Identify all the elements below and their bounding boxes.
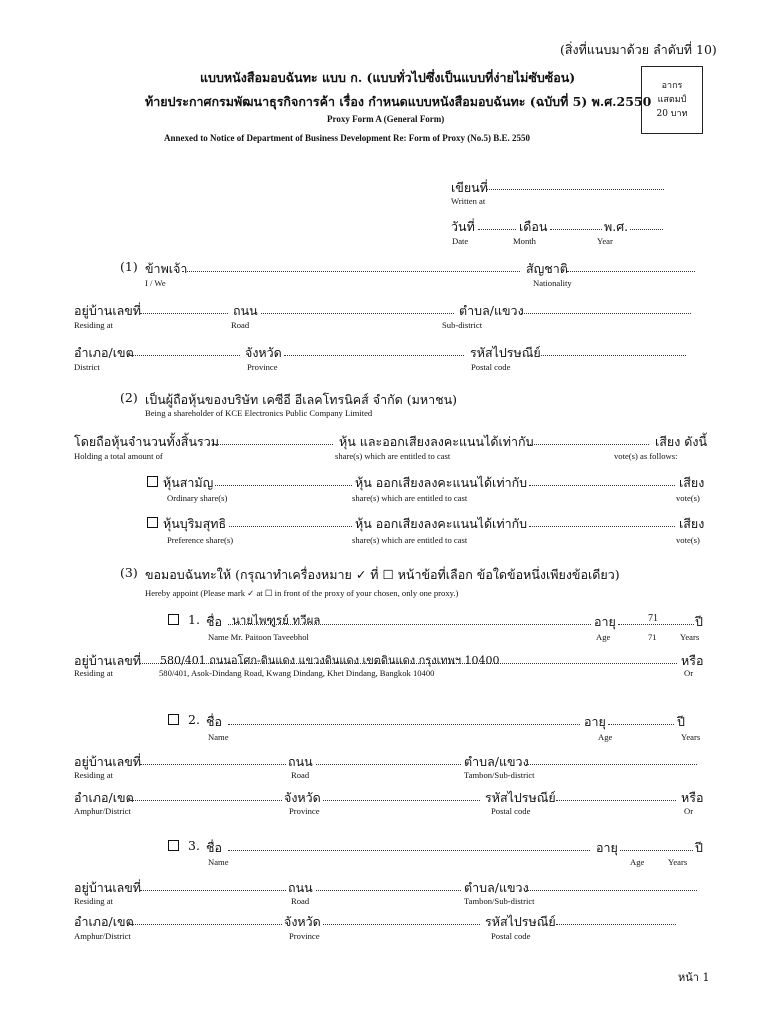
title-thai-annex: ท้ายประกาศกรมพัฒนาธุรกิจการค้า เรื่อง กำหนดแบบหนังสือมอบฉันทะ (ฉบับที่ 5) พ.ศ.2550 [145, 94, 652, 109]
proxy-2-district-field[interactable] [130, 800, 282, 801]
total-shares-unit: หุ้น และออกเสียงลงคะแนนได้เท่ากับ [339, 434, 534, 449]
proxy-3-postal-label-en: Postal code [491, 931, 531, 941]
i-we-label: ข้าพเจ้า [145, 261, 188, 276]
proxy-2-age-field[interactable] [608, 724, 674, 725]
postal-code-field[interactable] [541, 355, 686, 356]
shareholder-of-label: เป็นผู้ถือหุ้นของบริษัท เคซีอี อีเลคโทรนิคส์ จำกัด (มหาชน) [145, 392, 458, 407]
written-at-label: เขียนที่ [451, 180, 488, 195]
proxy-3-index: 3. [188, 838, 200, 853]
proxy-3-age-label-en: Age [630, 857, 645, 867]
page-number: หน้า 1 [678, 971, 710, 984]
proxy-2-or-label: หรือ [681, 790, 704, 805]
total-votes-field[interactable] [527, 444, 649, 445]
proxy-3-district-label: อำเภอ/เขต [74, 914, 134, 929]
proxy-3-name-field[interactable] [228, 850, 590, 851]
proxy-1-house-label: อยู่บ้านเลขที่ [74, 653, 142, 668]
proxy-3-subdistrict-label: ตำบล/แขวง [464, 880, 529, 895]
enclosure-note: (สิ่งที่แนบมาด้วย ลำดับที่ 10) [560, 42, 717, 57]
stamp-line-2: แสตมป์ [657, 95, 687, 105]
district-label-en: District [74, 362, 100, 372]
proxy-1-years-label-en: Years [680, 632, 700, 642]
proxy-2-road-label: ถนน [288, 754, 313, 769]
proxy-1-years-label: ปี [695, 614, 703, 629]
proxy-3-postal-field[interactable] [556, 924, 676, 925]
subdistrict-label-en: Sub-district [442, 320, 483, 330]
proxy-3-name-label-en: Name [208, 857, 229, 867]
proxy-2-subdistrict-field[interactable] [526, 764, 697, 765]
date-month-field[interactable] [550, 229, 602, 230]
proxy-2-province-label: จังหวัด [284, 790, 321, 805]
appoint-instruction-en: Hereby appoint (Please mark ✓ at ☐ in front of the proxy of your chosen, only one proxy.) [145, 588, 459, 598]
preference-shares-label: หุ้นบุริมสุทธิ [163, 516, 227, 531]
proxy-1-index: 1. [188, 612, 200, 627]
proxy-3-road-label: ถนน [288, 880, 313, 895]
proxy-1-address-en: 580/401, Asok-Dindang Road, Kwang Dindang, Khet Dindang, Bangkok 10400 [159, 668, 435, 678]
proxy-1-age-en: 71 [648, 632, 657, 642]
proxy-2-name-label-en: Name [208, 732, 229, 742]
district-label: อำเภอ/เขต [74, 345, 134, 360]
proxy-3-age-field[interactable] [620, 850, 693, 851]
proxy-2-house-label-en: Residing at [74, 770, 113, 780]
ordinary-shares-checkbox[interactable] [147, 476, 158, 487]
preference-shares-field[interactable] [229, 526, 352, 527]
written-at-label-en: Written at [451, 196, 486, 206]
title-thai: แบบหนังสือมอบฉันทะ แบบ ก. (แบบทั่วไปซึ่งเป็นแบบที่ง่ายไม่ซับซ้อน) [200, 70, 576, 85]
proxy-2-province-field[interactable] [323, 800, 480, 801]
road-label-en: Road [231, 320, 250, 330]
proxy-3-checkbox[interactable] [168, 840, 179, 851]
preference-votes-unit: เสียง [679, 516, 705, 531]
section-2-number: (2) [120, 390, 138, 405]
province-label-en: Province [247, 362, 278, 372]
title-english-annex: Annexed to Notice of Department of Business Development Re: Form of Proxy (No.5) B.E. 2550 [164, 133, 531, 143]
proxy-2-province-label-en: Province [289, 806, 320, 816]
proxy-2-years-label-en: Years [681, 732, 701, 742]
proxy-2-age-label-en: Age [598, 732, 613, 742]
section-3-number: (3) [120, 565, 138, 580]
total-votes-unit-en: vote(s) as follows: [614, 451, 678, 461]
total-shares-field[interactable] [215, 444, 333, 445]
proxy-2-postal-label: รหัสไปรษณีย์ [485, 790, 556, 805]
proxy-1-age-label-en: Age [596, 632, 611, 642]
proxy-3-road-field[interactable] [316, 890, 461, 891]
proxy-3-house-label: อยู่บ้านเลขที่ [74, 880, 142, 895]
stamp-line-3: 20 บาท [656, 109, 688, 119]
written-at-field[interactable] [486, 189, 664, 190]
nationality-field[interactable] [567, 271, 695, 272]
proxy-3-age-label: อายุ [596, 840, 618, 855]
ordinary-votes-field[interactable] [529, 485, 675, 486]
proxy-3-province-label: จังหวัด [284, 914, 321, 929]
proxy-2-road-field[interactable] [316, 764, 461, 765]
house-no-label-en: Residing at [74, 320, 113, 330]
stamp-duty-box [641, 66, 703, 134]
total-shares-label: โดยถือหุ้นจำนวนทั้งสิ้นรวม [74, 434, 219, 449]
proxy-1-age-line [618, 624, 694, 625]
proxy-2-checkbox[interactable] [168, 714, 179, 725]
province-label: จังหวัด [245, 345, 282, 360]
nationality-label: สัญชาติ [526, 261, 568, 276]
total-votes-unit: เสียง ดังนี้ [655, 434, 708, 449]
preference-votes-unit-en: vote(s) [676, 535, 700, 545]
proxy-2-index: 2. [188, 712, 200, 727]
proxy-3-amphur-label-en: Amphur/District [74, 931, 131, 941]
proxy-2-house-label: อยู่บ้านเลขที่ [74, 754, 142, 769]
preference-shares-unit: หุ้น ออกเสียงลงคะแนนได้เท่ากับ [355, 516, 528, 531]
house-no-field[interactable] [140, 313, 228, 314]
ordinary-shares-unit-en: share(s) which are entitled to cast [352, 493, 468, 503]
road-label: ถนน [233, 303, 258, 318]
preference-shares-checkbox[interactable] [147, 517, 158, 528]
proxy-2-tambon-label-en: Tambon/Sub-district [464, 770, 535, 780]
proxy-3-house-label-en: Residing at [74, 896, 113, 906]
postal-code-label-en: Postal code [471, 362, 511, 372]
appoint-instruction: ขอมอบฉันทะให้ (กรุณาทำเครื่องหมาย ✓ ที่ ☐ หน้าข้อที่เลือก ข้อใดข้อหนึ่งเพียงข้อเดียว) [145, 567, 620, 582]
proxy-3-years-label-en: Years [668, 857, 688, 867]
proxy-3-house-field[interactable] [140, 890, 286, 891]
total-shares-label-en: Holding a total amount of [74, 451, 163, 461]
ordinary-shares-unit: หุ้น ออกเสียงลงคะแนนได้เท่ากับ [355, 475, 528, 490]
stamp-line-1: อากร [661, 81, 683, 91]
proxy-1-or-label-en: Or [684, 668, 694, 678]
proxy-3-province-field[interactable] [323, 924, 480, 925]
province-field[interactable] [284, 355, 464, 356]
proxy-3-province-label-en: Province [289, 931, 320, 941]
road-field[interactable] [261, 313, 454, 314]
proxy-1-address-value[interactable]: 580/401 ถนนอโศก-ดินแดง แขวงดินแดง เขตดินแดง กรุงเทพฯ 10400 [160, 654, 500, 667]
date-day-field[interactable] [478, 229, 516, 230]
title-english: Proxy Form A (General Form) [327, 114, 445, 124]
proxy-1-age-value[interactable]: 71 [648, 613, 658, 624]
proxy-2-postal-label-en: Postal code [491, 806, 531, 816]
proxy-1-checkbox[interactable] [168, 614, 179, 625]
preference-votes-field[interactable] [529, 526, 675, 527]
preference-shares-unit-en: share(s) which are entitled to cast [352, 535, 468, 545]
i-we-label-en: I / We [145, 278, 166, 288]
proxy-3-road-label-en: Road [291, 896, 310, 906]
date-day-label-en: Date [452, 236, 469, 246]
proxy-1-name-value[interactable]: นายไพฑูรย์ ทวีผล [232, 613, 321, 627]
date-year-label: พ.ศ. [604, 219, 629, 234]
proxy-3-name-label: ชื่อ [206, 840, 222, 855]
house-no-label: อยู่บ้านเลขที่ [74, 303, 142, 318]
total-shares-unit-en: share(s) which are entitled to cast [335, 451, 451, 461]
date-year-label-en: Year [597, 236, 613, 246]
proxy-1-age-label: อายุ [594, 614, 616, 629]
proxy-1-name-label: ชื่อ [206, 614, 222, 629]
proxy-2-age-label: อายุ [584, 714, 606, 729]
proxy-2-house-field[interactable] [140, 764, 286, 765]
section-1-number: (1) [120, 259, 138, 274]
proxy-2-or-label-en: Or [684, 806, 694, 816]
date-month-label: เดือน [519, 219, 548, 234]
proxy-2-postal-field[interactable] [556, 800, 676, 801]
proxy-2-name-label: ชื่อ [206, 714, 222, 729]
proxy-2-district-label: อำเภอ/เขต [74, 790, 134, 805]
postal-code-label: รหัสไปรษณีย์ [470, 345, 541, 360]
ordinary-shares-label-en: Ordinary share(s) [167, 493, 228, 503]
proxy-3-subdistrict-field[interactable] [526, 890, 697, 891]
proxy-2-amphur-label-en: Amphur/District [74, 806, 131, 816]
date-day-label: วันที่ [451, 219, 475, 234]
proxy-3-years-label: ปี [695, 840, 703, 855]
district-field[interactable] [130, 355, 240, 356]
ordinary-votes-unit: เสียง [679, 475, 705, 490]
proxy-1-or-label: หรือ [681, 653, 704, 668]
proxy-2-subdistrict-label: ตำบล/แขวง [464, 754, 529, 769]
proxy-2-years-label: ปี [677, 714, 685, 729]
proxy-1-house-label-en: Residing at [74, 668, 113, 678]
preference-shares-label-en: Preference share(s) [167, 535, 234, 545]
ordinary-votes-unit-en: vote(s) [676, 493, 700, 503]
subdistrict-field[interactable] [521, 313, 691, 314]
nationality-label-en: Nationality [533, 278, 572, 288]
proxy-1-name-en: Name Mr. Paitoon Taveebhol [208, 632, 309, 642]
proxy-2-road-label-en: Road [291, 770, 310, 780]
proxy-2-name-field[interactable] [228, 724, 580, 725]
proxy-3-district-field[interactable] [130, 924, 282, 925]
proxy-3-postal-label: รหัสไปรษณีย์ [485, 914, 556, 929]
ordinary-shares-label: หุ้นสามัญ [163, 475, 214, 490]
date-year-field[interactable] [630, 229, 663, 230]
ordinary-shares-field[interactable] [215, 485, 352, 486]
proxy-3-tambon-label-en: Tambon/Sub-district [464, 896, 535, 906]
shareholder-of-label-en: Being a shareholder of KCE Electronics Public Company Limited [145, 408, 373, 418]
subdistrict-label: ตำบล/แขวง [459, 303, 524, 318]
shareholder-name-field[interactable] [182, 271, 520, 272]
date-month-label-en: Month [513, 236, 536, 246]
